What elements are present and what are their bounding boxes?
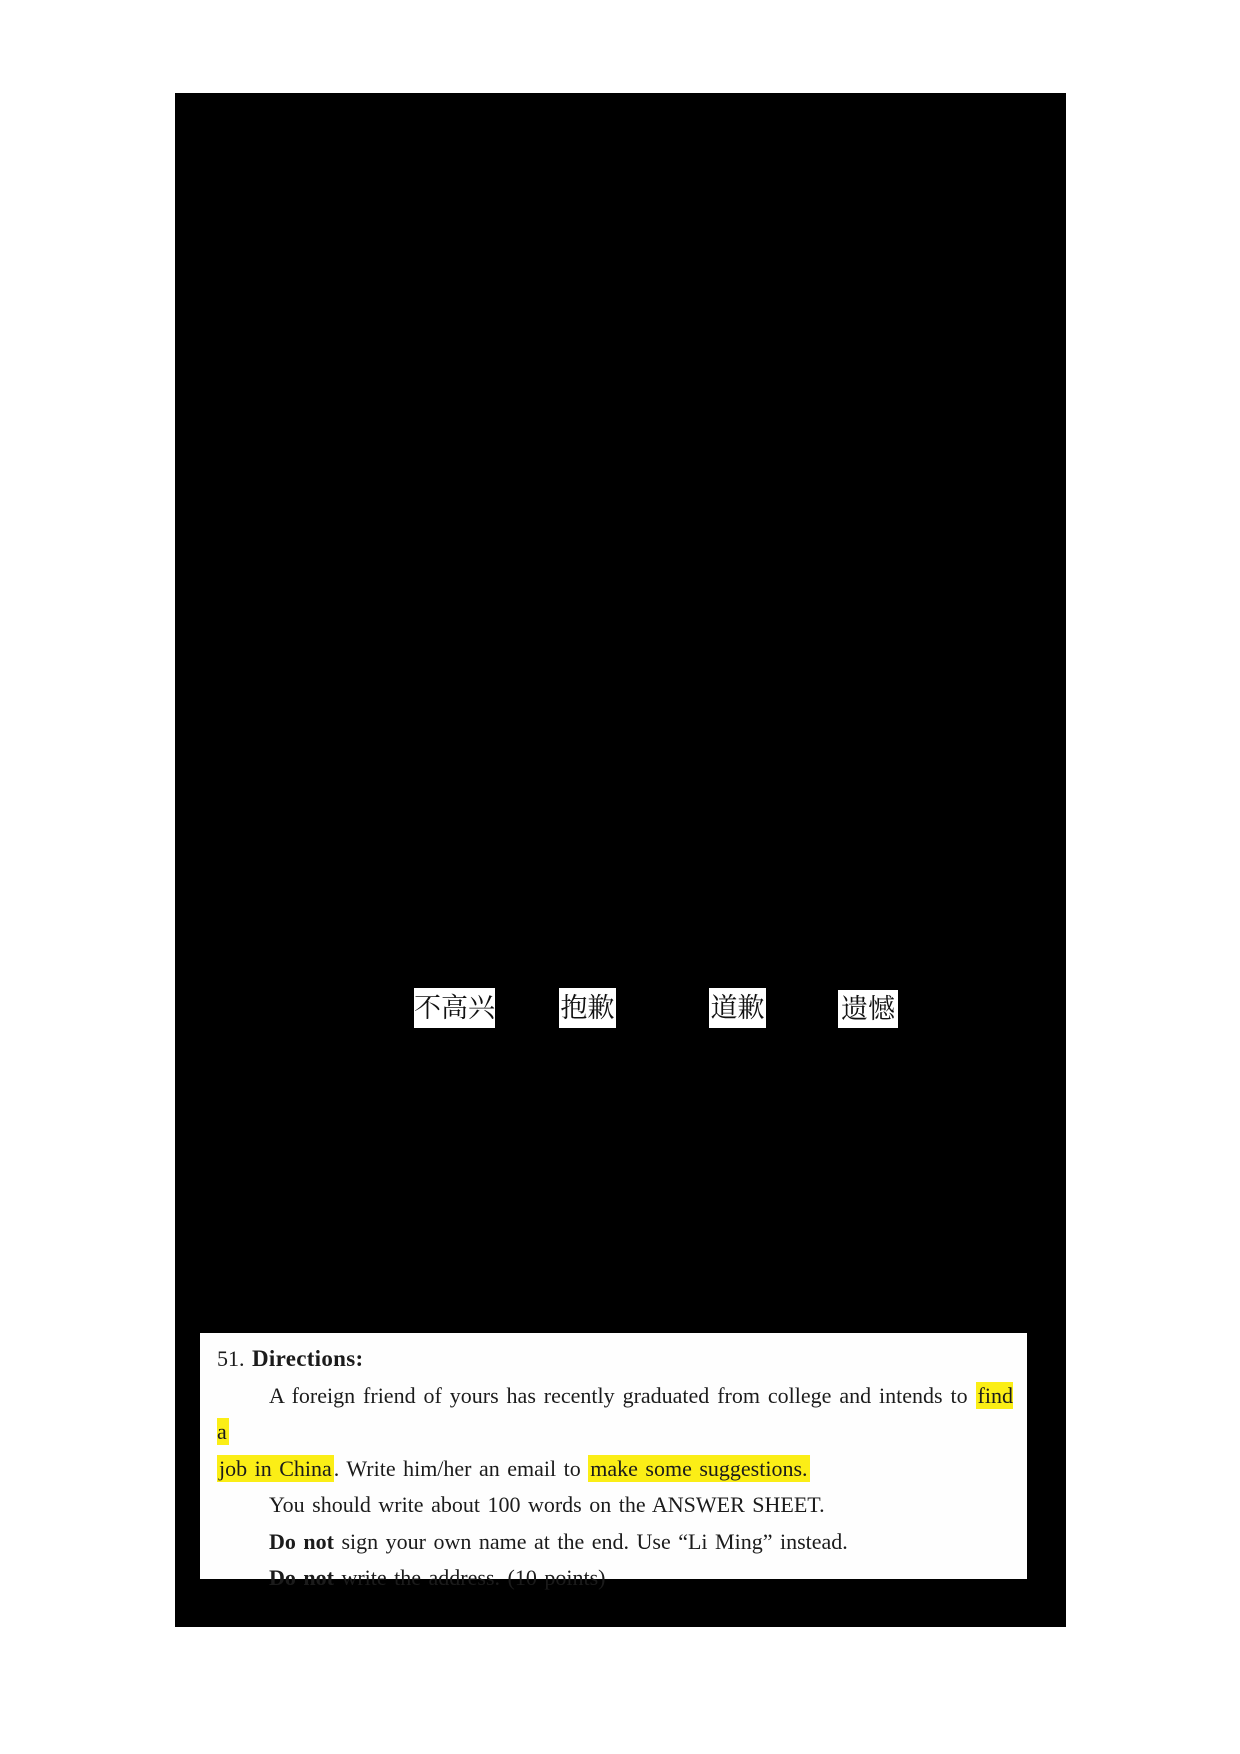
vocab-label: 抱歉 <box>560 992 615 1024</box>
line-text: write the address. (10 points) <box>333 1565 606 1590</box>
directions-block <box>200 1333 1027 1590</box>
vocab-option-yihan <box>838 990 898 1028</box>
vocab-option-baoqian <box>559 988 616 1028</box>
vocab-label: 不高兴 <box>414 992 495 1024</box>
question-number: 51. <box>217 1346 245 1371</box>
directions-line-address <box>217 1560 1013 1597</box>
do-not-bold: Do not <box>269 1565 334 1590</box>
highlight-job-in-china: job in China <box>219 1455 332 1481</box>
directions-paragraph-2 <box>217 1451 1013 1488</box>
do-not-bold: Do not <box>269 1528 334 1554</box>
directions-title: Directions: <box>252 1346 364 1371</box>
directions-line-name <box>217 1524 1013 1561</box>
vocab-option-bugaoxing <box>414 988 495 1028</box>
directions-heading <box>217 1341 1013 1378</box>
vocab-label: 遗憾 <box>841 993 895 1025</box>
vocab-label: 道歉 <box>710 992 765 1024</box>
highlight-find-a: find a <box>217 1382 1013 1444</box>
vocab-option-daoqian <box>709 988 766 1028</box>
directions-line-wordcount: You should write about 100 words on the ANSWER SHEET. <box>269 1492 825 1517</box>
directions-paragraph-1 <box>217 1378 1013 1451</box>
highlight-make-suggestions: make some suggestions. <box>590 1455 808 1481</box>
line-text: sign your own name at the end. Use “Li Ming” instead. <box>333 1528 848 1554</box>
paragraph-text: . Write him/her an email to <box>333 1455 589 1481</box>
paragraph-text: A foreign friend of yours has recently graduated from college and intends to <box>269 1382 976 1408</box>
